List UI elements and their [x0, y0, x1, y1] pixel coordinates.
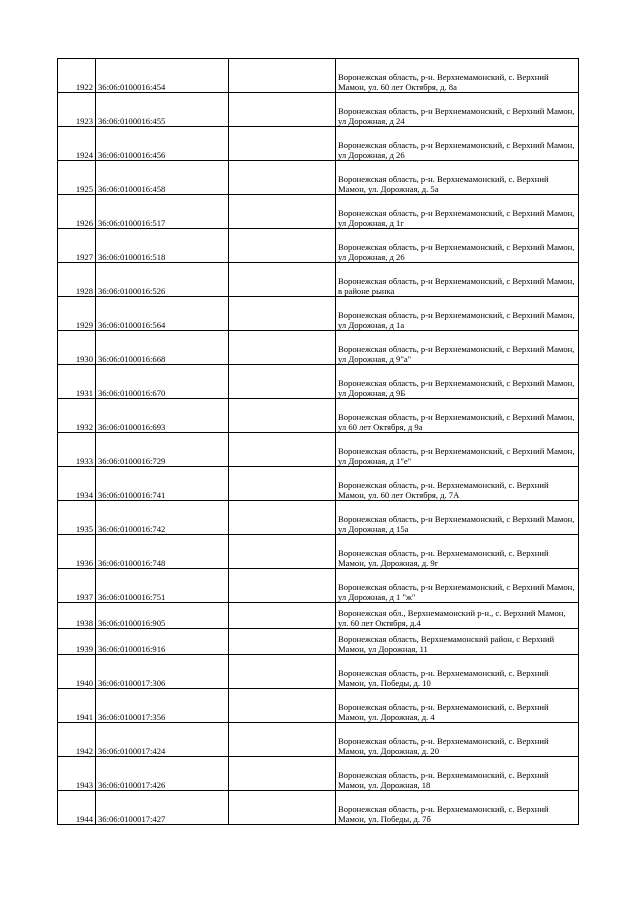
cadastral-number: 36:06:0100016:741	[96, 467, 229, 501]
address: Воронежская область, р-н Верхнемамонский, с Верхний Мамон, ул Дорожная, д 26	[336, 229, 579, 263]
table-row	[58, 433, 579, 467]
address: Воронежская область, р-н Верхнемамонский, с Верхний Мамон, ул 60 лет Октября, д 9а	[336, 399, 579, 433]
empty-cell	[229, 161, 336, 195]
row-number: 1937	[58, 569, 96, 603]
table-row	[58, 229, 579, 263]
address: Воронежская область, р-н. Верхнемамонский, с. Верхний Мамон, ул. Дорожная, д. 4	[336, 689, 579, 723]
table-row	[58, 365, 579, 399]
cadastral-table	[57, 58, 579, 825]
row-number: 1928	[58, 263, 96, 297]
cadastral-number: 36:06:0100016:564	[96, 297, 229, 331]
table-row	[58, 655, 579, 689]
row-number: 1931	[58, 365, 96, 399]
address: Воронежская область, р-н. Верхнемамонский, с. Верхний Мамон, ул. Победы, д. 10	[336, 655, 579, 689]
address: Воронежская область, р-н Верхнемамонский, с Верхний Мамон, ул Дорожная, д 1г	[336, 195, 579, 229]
empty-cell	[229, 723, 336, 757]
cadastral-number: 36:06:0100016:668	[96, 331, 229, 365]
empty-cell	[229, 535, 336, 569]
empty-cell	[229, 757, 336, 791]
address: Воронежская область, р-н Верхнемамонский, с Верхний Мамон, ул Дорожная, д 1 "ж"	[336, 569, 579, 603]
empty-cell	[229, 501, 336, 535]
table-row	[58, 501, 579, 535]
row-number: 1943	[58, 757, 96, 791]
empty-cell	[229, 195, 336, 229]
row-number: 1938	[58, 603, 96, 629]
cadastral-number: 36:06:0100017:306	[96, 655, 229, 689]
table-row	[58, 331, 579, 365]
empty-cell	[229, 689, 336, 723]
row-number: 1934	[58, 467, 96, 501]
cadastral-number: 36:06:0100016:518	[96, 229, 229, 263]
row-number: 1942	[58, 723, 96, 757]
empty-cell	[229, 365, 336, 399]
row-number: 1933	[58, 433, 96, 467]
empty-cell	[229, 569, 336, 603]
empty-cell	[229, 93, 336, 127]
row-number: 1927	[58, 229, 96, 263]
empty-cell	[229, 603, 336, 629]
row-number: 1926	[58, 195, 96, 229]
empty-cell	[229, 331, 336, 365]
cadastral-number: 36:06:0100016:748	[96, 535, 229, 569]
table-body	[58, 59, 579, 825]
table-row	[58, 603, 579, 629]
empty-cell	[229, 399, 336, 433]
row-number: 1923	[58, 93, 96, 127]
address: Воронежская область, р-н Верхнемамонский, с Верхний Мамон, ул Дорожная, д 9Б	[336, 365, 579, 399]
row-number: 1925	[58, 161, 96, 195]
row-number: 1930	[58, 331, 96, 365]
cadastral-number: 36:06:0100016:670	[96, 365, 229, 399]
address: Воронежская область, р-н Верхнемамонский, с Верхний Мамон, ул Дорожная, д 24	[336, 93, 579, 127]
row-number: 1929	[58, 297, 96, 331]
table-row	[58, 629, 579, 655]
empty-cell	[229, 629, 336, 655]
empty-cell	[229, 127, 336, 161]
address: Воронежская область, р-н. Верхнемамонский, с. Верхний Мамон, ул. Победы, д. 7б	[336, 791, 579, 825]
table-row	[58, 791, 579, 825]
empty-cell	[229, 433, 336, 467]
table-row	[58, 127, 579, 161]
cadastral-number: 36:06:0100016:456	[96, 127, 229, 161]
cadastral-number: 36:06:0100017:356	[96, 689, 229, 723]
cadastral-number: 36:06:0100016:916	[96, 629, 229, 655]
address: Воронежская область, р-н Верхнемамонский, с Верхний Мамон, ул Дорожная, д 15а	[336, 501, 579, 535]
empty-cell	[229, 467, 336, 501]
empty-cell	[229, 263, 336, 297]
cadastral-number: 36:06:0100016:458	[96, 161, 229, 195]
cadastral-number: 36:06:0100016:455	[96, 93, 229, 127]
empty-cell	[229, 791, 336, 825]
row-number: 1922	[58, 59, 96, 93]
table-row	[58, 569, 579, 603]
cadastral-number: 36:06:0100016:693	[96, 399, 229, 433]
cadastral-number: 36:06:0100016:751	[96, 569, 229, 603]
empty-cell	[229, 655, 336, 689]
address: Воронежская область, р-н. Верхнемамонский, с. Верхний Мамон, ул. Дорожная, д. 20	[336, 723, 579, 757]
cadastral-number: 36:06:0100016:742	[96, 501, 229, 535]
table-row	[58, 161, 579, 195]
cadastral-number: 36:06:0100017:426	[96, 757, 229, 791]
table-row	[58, 93, 579, 127]
table-row	[58, 59, 579, 93]
table-row	[58, 467, 579, 501]
cadastral-number: 36:06:0100016:905	[96, 603, 229, 629]
row-number: 1940	[58, 655, 96, 689]
row-number: 1941	[58, 689, 96, 723]
address: Воронежская область, р-н Верхнемамонский, с Верхний Мамон, ул Дорожная, д 9"а"	[336, 331, 579, 365]
table-row	[58, 757, 579, 791]
empty-cell	[229, 297, 336, 331]
address: Воронежская область, р-н Верхнемамонский, с Верхний Мамон, ул Дорожная, д 1а	[336, 297, 579, 331]
cadastral-number: 36:06:0100017:424	[96, 723, 229, 757]
address: Воронежская область, р-н. Верхнемамонский, с. Верхний Мамон, ул. Дорожная, 18	[336, 757, 579, 791]
address: Воронежская область, р-н. Верхнемамонский, с. Верхний Мамон, ул. 60 лет Октября, д. 7А	[336, 467, 579, 501]
row-number: 1939	[58, 629, 96, 655]
table-row	[58, 399, 579, 433]
row-number: 1936	[58, 535, 96, 569]
address: Воронежская область, Верхнемамонский район, с Верхний Мамон, ул Дорожная, 11	[336, 629, 579, 655]
address: Воронежская область, р-н Верхнемамонский, с Верхний Мамон, ул Дорожная, д 1"е"	[336, 433, 579, 467]
empty-cell	[229, 59, 336, 93]
cadastral-number: 36:06:0100016:454	[96, 59, 229, 93]
row-number: 1924	[58, 127, 96, 161]
cadastral-number: 36:06:0100017:427	[96, 791, 229, 825]
address: Воронежская область, р-н Верхнемамонский, с Верхний Мамон, ул Дорожная, д 26	[336, 127, 579, 161]
address: Воронежская область, р-н Верхнемамонский, с Верхний Мамон, в районе рынка	[336, 263, 579, 297]
address: Воронежская область, р-н. Верхнемамонский, с. Верхний Мамон, ул. Дорожная, д. 9г	[336, 535, 579, 569]
row-number: 1932	[58, 399, 96, 433]
cadastral-number: 36:06:0100016:729	[96, 433, 229, 467]
cadastral-number: 36:06:0100016:517	[96, 195, 229, 229]
empty-cell	[229, 229, 336, 263]
table-row	[58, 689, 579, 723]
address: Воронежская обл., Верхнемамонский р-н., с. Верхний Мамон, ул. 60 лет Октября, д.4	[336, 603, 579, 629]
address: Воронежская область, р-н. Верхнемамонский, с. Верхний Мамон, ул. 60 лет Октября, д. 8а	[336, 59, 579, 93]
row-number: 1935	[58, 501, 96, 535]
table-row	[58, 195, 579, 229]
address: Воронежская область, р-н. Верхнемамонский, с. Верхний Мамон, ул. Дорожная, д. 5а	[336, 161, 579, 195]
table-row	[58, 263, 579, 297]
table-row	[58, 535, 579, 569]
cadastral-number: 36:06:0100016:526	[96, 263, 229, 297]
table-row	[58, 723, 579, 757]
table-row	[58, 297, 579, 331]
row-number: 1944	[58, 791, 96, 825]
